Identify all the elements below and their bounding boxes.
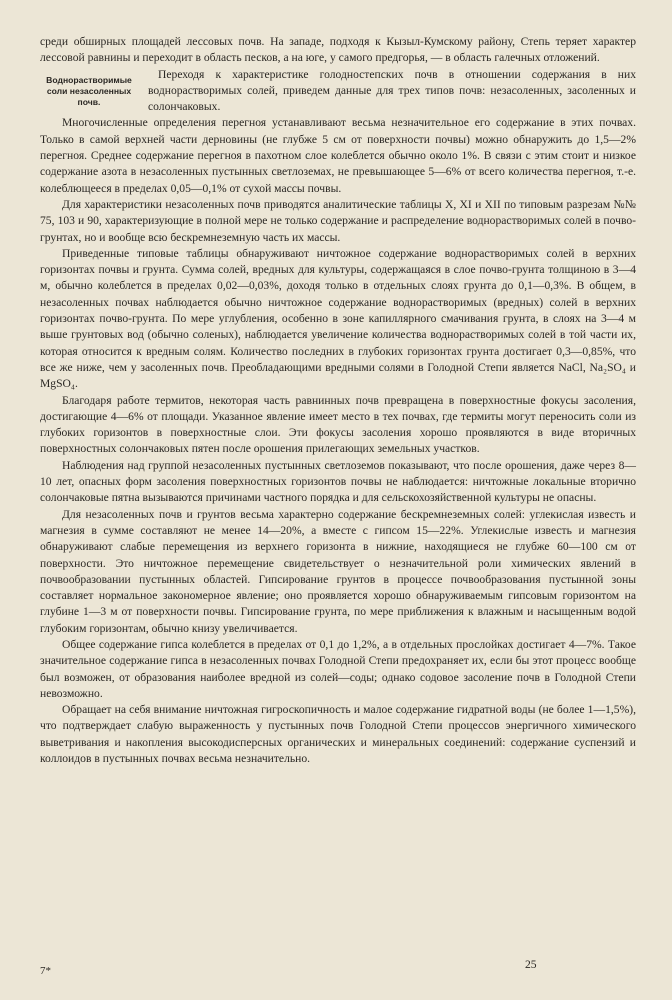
body-text — [40, 34, 636, 767]
page-number: 25 — [525, 958, 537, 971]
paragraph-9: Обращает на себя внимание ничтожная гигроскопичность и малое содержание гидратной воды (не более 1—1,5%), что подтверждает слабую выраженность у пустынных почв Голодной Степи процессов энергичного химического выветривания и накопления высокодисперсных органических и минеральных соединений: содержание суспензий и коллоидов в пустынных почвах весьма незначительно. — [40, 703, 636, 766]
signature-mark: 7* — [40, 965, 51, 977]
side-note: Воднорастворимые соли незасоленных почв. — [46, 74, 132, 107]
paragraph-4: Приведенные типовые таблицы обнаруживают ничтожное содержание воднорастворимых солей в верхних горизонтах почвы и грунта. Сумма солей, вредных для культуры, содержащаяся в слое почво-грунта толщиною в 3—4 м, обычно колеблется в пределах 0,02—0,03%, доходя только в отдельных слоях грунта до 0,1—0,3%. В общем, в незасоленных почвах наблюдается обычно ничтожное содержание воднорастворимых (вредных) солей в верхних горизонтах почво-грунта. По мере углубления, особенно в зоне капиллярного смачивания грунта, в слоях на 3—4 м выше грунтовых вод (обычно соленых), наблюдается увеличение количества воднорастворимых солей в той части их, которая относится к вредным солям. Количество последних в глубоких горизонтах грунта достигает 0,3—0,85%, что все же ниже, чем у засоленных почв. Преобладающими вредными солями в Голодной Степи является NaCl, Na₂SO₄ и MgSO₄. — [40, 246, 636, 391]
paragraph-0: среди обширных площадей лессовых почв. На западе, подходя к Кызыл-Кумскому району, Степь теряет характер лессовой равнины и переходит в область песков, а на юге, у самого предгорья, — в область галечных отложений. — [40, 35, 636, 65]
paragraph-5: Благодаря работе термитов, некоторая часть равнинных почв превращена в поверхностные фокусы засоления, достигающие 4—6% от площади. Указанное явление имеет место в тех почвах, где термиты могут переносить соли из глубоких горизонтов в поверхностные слои. Эти фокусы засоления хорошо проявляются в виде вторичных поверхностных солончаковых пятен после орошения прилегающих земельных участков. — [40, 393, 636, 456]
paragraph-3: Для характеристики незасоленных почв приводятся аналитические таблицы X, XI и XII по типовым разрезам №№ 75, 103 и 90, характеризующие в полной мере не только содержание и распределение воднорастворимых солей в почво-грунтах, но и вообще всю бескремнеземную часть их массы. — [40, 197, 636, 244]
paragraph-6: Наблюдения над группой незасоленных пустынных светлоземов показывают, что после орошения, даже через 8—10 лет, опасных форм засоления поверхностных горизонтов почвы не наблюдается: ничтожные локальные вторично солончаковые пятна вызываются причинами частного порядка и для сельскохозяйственной культуры не опасны. — [40, 458, 636, 505]
intro-block — [40, 67, 636, 116]
paragraph-1: Переходя к характеристике голодностепских почв в отношении содержания в них воднорастворимых солей, приведем данные для трех типов почв: незасоленных, засоленных и солончаковых. — [148, 67, 636, 114]
paragraph-7: Для незасоленных почв и грунтов весьма характерно содержание бескремнеземных солей: углекислая известь и магнезия в сумме составляют не менее 14—20%, а вместе с гипсом 15—22%. Углекислые известь и магнезия обнаруживают слабые перемещения из верхнего горизонта в нижние, находящиеся не глубже 60—100 см от поверхности. Это ничтожное перемещение свидетельствует о незначительной роли химических явлений в почвообразовании пустынных областей. Гипсирование грунтов в процессе почвообразования пустынной зоны составляет нормальное закономерное явление; оно проявляется хорошо обнаруживаемым гипсовым горизонтом на глубине 1—3 м от поверхности почвы. Гипсирование грунта, по мере приближения к влажным и насыщенным водой глубоким горизонтам, обычно книзу увеличивается. — [40, 507, 636, 635]
paragraph-8: Общее содержание гипса колеблется в пределах от 0,1 до 1,2%, а в отдельных прослойках достигает 4—7%. Такое значительное содержание гипса в незасоленных почвах Голодной Степи предохраняет их, если бы этот процесс вообще был возможен, от образования наиболее вредной из солей—соды; однако содовое засоление почв в Голодной Степи невозможно. — [40, 637, 636, 700]
paragraph-2: Многочисленные определения перегноя устанавливают весьма незначительное его содержание в этих почвах. Только в самой верхней части дерновины (не глубже 5 см от поверхности почвы) можно обнаружить до 1,5—2% перегноя. Среднее содержание перегноя в пахотном слое колеблется обычно около 1%. В связи с этим стоит и низкое содержание азота в незасоленных пустынных светлоземах, не превышающее 5—6% от всего количества перегноя, т.-е. колеблющееся в пределах 0,05—0,1% от сухой массы почвы. — [40, 116, 636, 195]
